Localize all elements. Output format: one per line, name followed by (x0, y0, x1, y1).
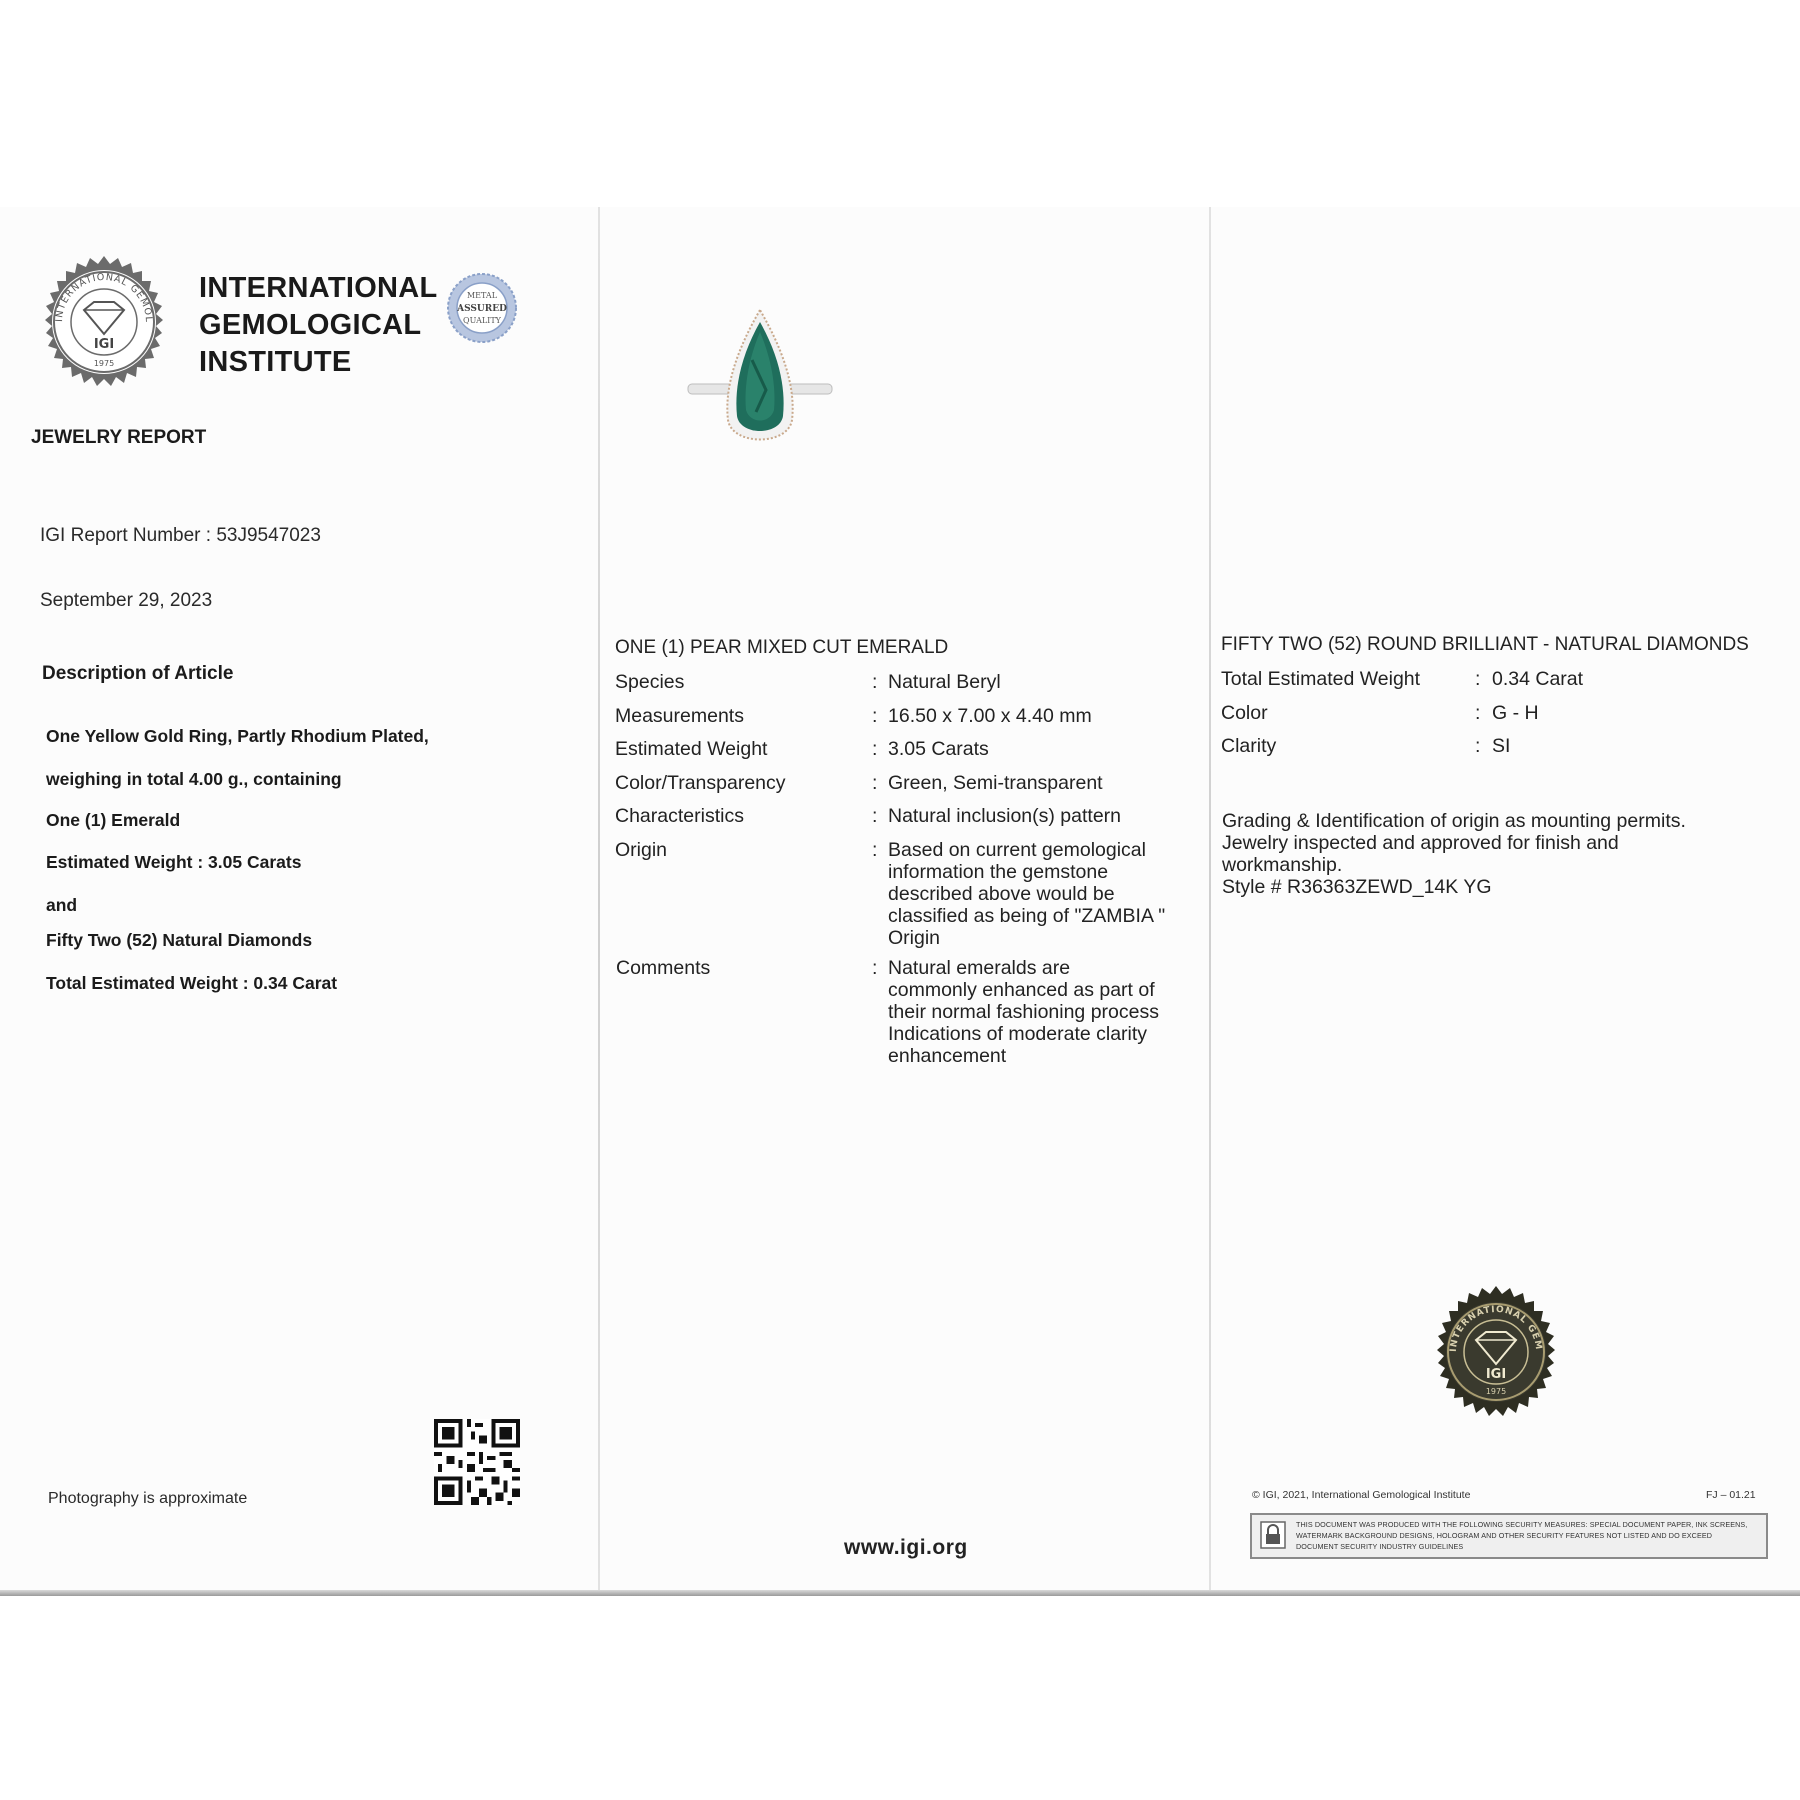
grading-notes (1222, 810, 1686, 898)
fold-line-1 (598, 207, 600, 1593)
copyright: © IGI, 2021, International Gemological Institute (1252, 1489, 1471, 1501)
seal-year: 1975 (93, 359, 115, 368)
description-line: One Yellow Gold Ring, Partly Rhodium Plated, (46, 726, 429, 746)
report-date: September 29, 2023 (40, 590, 213, 611)
description-line: One (1) Emerald (46, 810, 181, 830)
photo-note: Photography is approximate (48, 1490, 248, 1507)
emerald-value: Green, Semi-transparent (888, 772, 1103, 794)
diamonds-section-title: FIFTY TWO (52) ROUND BRILLIANT - NATURAL DIAMONDS (1221, 634, 1749, 655)
hologram-year: 1975 (1485, 1387, 1507, 1396)
qr-code[interactable] (434, 1419, 520, 1505)
comments-line: Indications of moderate clarity (888, 1023, 1148, 1045)
hologram-logo-text: IGI (1485, 1367, 1507, 1382)
emerald-label: Color/Transparency (615, 772, 786, 794)
badge-line-2: ASSURED (457, 304, 507, 314)
description-heading: Description of Article (42, 663, 234, 684)
org-name-line-1: INTERNATIONAL (199, 272, 438, 304)
emerald-label: Comments (616, 957, 711, 979)
origin-line: information the gemstone (888, 861, 1109, 883)
comments-line: Natural emeralds are (888, 957, 1071, 979)
ring-photo (680, 300, 840, 460)
comments-line: commonly enhanced as part of (888, 979, 1155, 1001)
origin-line: classified as being of "ZAMBIA " (888, 905, 1166, 927)
note-line: Style # R36363ZEWD_14K YG (1222, 876, 1492, 898)
report-number: IGI Report Number : 53J9547023 (40, 525, 321, 546)
badge-line-3: QUALITY (463, 316, 501, 325)
org-name-line-3: INSTITUTE (199, 346, 352, 378)
separator-colon: : (872, 738, 878, 760)
emerald-section-title: ONE (1) PEAR MIXED CUT EMERALD (615, 637, 949, 658)
lock-icon (1260, 1521, 1286, 1549)
separator-colon: : (872, 705, 878, 727)
org-name-line-2: GEMOLOGICAL (199, 309, 422, 341)
origin-value (888, 839, 1165, 949)
separator-colon: : (872, 805, 878, 827)
fold-line-2 (1209, 207, 1211, 1593)
description-line: Estimated Weight : 3.05 Carats (46, 852, 302, 872)
separator-colon: : (1475, 735, 1481, 757)
badge-line-1: METAL (466, 291, 498, 300)
note-line: Grading & Identification of origin as mounting permits. (1222, 810, 1686, 832)
sheet-bottom-edge (0, 1590, 1800, 1596)
comments-line: their normal fashioning process (888, 1001, 1159, 1023)
metal-assured-quality-badge (446, 272, 518, 344)
comments-line: enhancement (888, 1045, 1007, 1067)
website-link[interactable]: www.igi.org (844, 1536, 968, 1559)
emerald-value: Natural inclusion(s) pattern (888, 805, 1122, 827)
diamond-label: Clarity (1221, 735, 1277, 757)
emerald-value: 3.05 Carats (888, 738, 989, 760)
igi-seal-logo (28, 254, 180, 406)
separator-colon: : (1475, 668, 1481, 690)
description-line: weighing in total 4.00 g., containing (46, 769, 342, 789)
separator-colon: : (872, 772, 878, 794)
diamond-value: SI (1492, 735, 1511, 757)
emerald-label: Measurements (615, 705, 744, 727)
description-line: Total Estimated Weight : 0.34 Carat (46, 973, 338, 993)
report-title: JEWELRY REPORT (31, 427, 207, 448)
emerald-value: Natural Beryl (888, 671, 1001, 693)
description-line: and (46, 895, 78, 915)
emerald-label: Species (615, 671, 685, 693)
note-line: Jewelry inspected and approved for finish and (1222, 832, 1619, 854)
security-notice (1250, 1513, 1768, 1559)
emerald-label: Estimated Weight (615, 738, 768, 760)
security-text: THIS DOCUMENT WAS PRODUCED WITH THE FOLLOWING SECURITY MEASURES: SPECIAL DOCUMENT PAPER, INK SCREENS, WATERMARK BACKGROUND DESIGNS, HOLOGRAM AND OTHER SECURITY FEATURES NOT LISTED AND DO EXCEED DOCUMENT SECURITY INDUSTRY GUIDELINES (1296, 1520, 1748, 1551)
org-name (199, 270, 438, 381)
seal-logo-text: IGI (93, 337, 115, 352)
origin-line: Origin (888, 927, 941, 949)
diamond-value: 0.34 Carat (1492, 668, 1584, 690)
hologram-seal (1422, 1284, 1570, 1432)
hologram-seal-text: INTERNATIONAL GEM (1448, 1304, 1544, 1353)
form-code: FJ – 01.21 (1706, 1489, 1756, 1501)
seal-text: INTERNATIONAL GEMOL (53, 271, 155, 323)
separator-colon: : (872, 957, 878, 979)
emerald-value: 16.50 x 7.00 x 4.40 mm (888, 705, 1092, 727)
origin-line: described above would be (888, 883, 1115, 905)
diamond-value: G - H (1492, 702, 1539, 724)
separator-colon: : (872, 839, 878, 861)
diamond-label: Total Estimated Weight (1221, 668, 1421, 690)
emerald-label: Origin (615, 839, 668, 861)
description-line: Fifty Two (52) Natural Diamonds (46, 930, 313, 950)
origin-line: Based on current gemological (888, 839, 1146, 861)
diamond-label: Color (1221, 702, 1268, 724)
note-line: workmanship. (1222, 854, 1343, 876)
emerald-label: Characteristics (615, 805, 744, 827)
separator-colon: : (872, 671, 878, 693)
separator-colon: : (1475, 702, 1481, 724)
comments-value (888, 957, 1159, 1067)
